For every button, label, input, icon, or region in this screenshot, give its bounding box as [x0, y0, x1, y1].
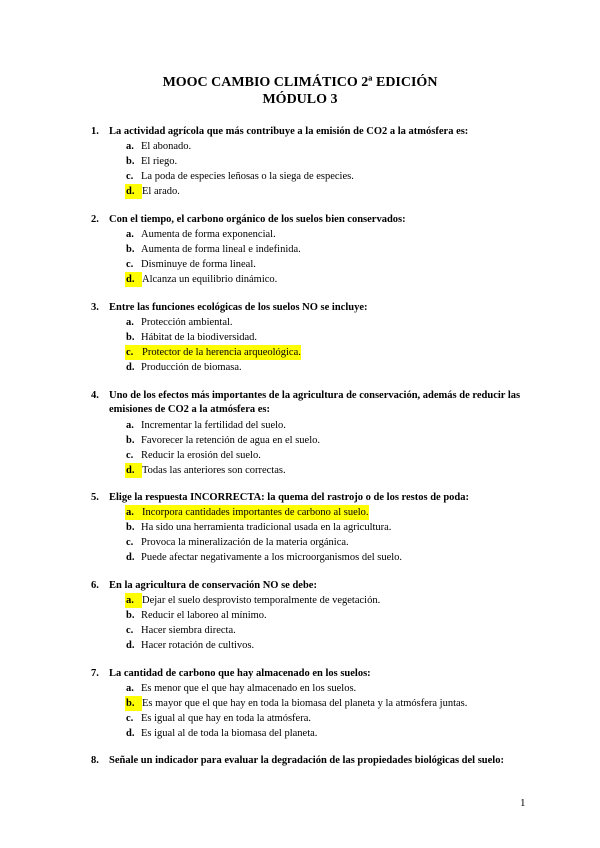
option-text: El arado.: [142, 186, 180, 197]
question-number: 6.: [91, 580, 99, 591]
option-7d: [126, 726, 506, 741]
option-text: Favorecer la retención de agua en el suelo.: [141, 435, 320, 446]
option-text: Incorpora cantidades importantes de carbono al suelo.: [142, 507, 369, 518]
option-2b: [126, 242, 506, 257]
document-title: MOOC CAMBIO CLIMÁTICO 2ª EDICIÓN: [162, 75, 438, 90]
option-letter: a.: [126, 683, 134, 694]
option-letter: d.: [126, 552, 135, 563]
options-4: [126, 418, 506, 478]
option-text: Dejar el suelo desprovisto temporalmente de vegetación.: [142, 595, 381, 606]
question-text: La actividad agrícola que más contribuye a la emisión de CO2 a la atmósfera es:: [109, 126, 469, 137]
option-letter: c.: [126, 450, 134, 461]
option-letter: a.: [125, 593, 142, 608]
question-1: [91, 125, 531, 139]
options-2: [126, 227, 506, 287]
option-3a: [126, 315, 506, 330]
option-letter: c.: [126, 537, 134, 548]
option-text: La poda de especies leñosas o la siega de especies.: [141, 171, 354, 182]
option-4c: [126, 448, 506, 463]
question-text: Entre las funciones ecológicas de los suelos NO se incluye:: [109, 302, 368, 313]
option-letter: d.: [126, 728, 135, 739]
option-letter: c.: [126, 171, 134, 182]
option-4d: [126, 463, 506, 478]
option-letter: c.: [125, 345, 142, 360]
option-letter: d.: [125, 463, 142, 478]
option-text: El abonado.: [141, 141, 192, 152]
option-letter: b.: [126, 244, 135, 255]
question-text: En la agricultura de conservación NO se debe:: [109, 580, 317, 591]
option-2a: [126, 227, 506, 242]
option-text: Protección ambiental.: [141, 317, 233, 328]
option-letter: c.: [126, 259, 134, 270]
option-text: Es menor que el que hay almacenado en los suelos.: [141, 683, 357, 694]
page-number: 1: [520, 797, 526, 809]
options-6: [126, 593, 506, 653]
option-letter: a.: [126, 317, 134, 328]
option-5d: [126, 550, 506, 565]
question-number: 7.: [91, 668, 99, 679]
option-1d: [126, 184, 506, 199]
option-letter: d.: [126, 640, 135, 651]
option-letter: c.: [126, 713, 134, 724]
option-letter: b.: [126, 522, 135, 533]
option-text: Todas las anteriores son correctas.: [142, 465, 286, 476]
option-text: Es mayor que el que hay en toda la biomasa del planeta y la atmósfera juntas.: [142, 698, 468, 709]
option-3c: [126, 345, 506, 360]
option-text: Reducir el laboreo al mínimo.: [141, 610, 267, 621]
option-3b: [126, 330, 506, 345]
question-number: 3.: [91, 302, 99, 313]
option-7c: [126, 711, 506, 726]
option-text: Aumenta de forma lineal e indefinida.: [141, 244, 301, 255]
option-text: Ha sido una herramienta tradicional usada en la agricultura.: [141, 522, 392, 533]
option-text: Producción de biomasa.: [141, 362, 242, 373]
option-text: Reducir la erosión del suelo.: [141, 450, 261, 461]
option-letter: c.: [126, 625, 134, 636]
option-2c: [126, 257, 506, 272]
option-4b: [126, 433, 506, 448]
question-5: [91, 491, 531, 505]
option-letter: a.: [126, 141, 134, 152]
question-text: Con el tiempo, el carbono orgánico de los suelos bien conservados:: [109, 214, 406, 225]
option-1a: [126, 139, 506, 154]
question-text: Elige la respuesta INCORRECTA: la quema del rastrojo o de los restos de poda:: [109, 492, 470, 503]
option-7b: [126, 696, 506, 711]
question-text: Señale un indicador para evaluar la degradación de las propiedades biológicas del suelo:: [109, 755, 504, 766]
question-2: [91, 213, 531, 227]
option-5a: [126, 505, 506, 520]
option-7a: [126, 681, 506, 696]
option-6d: [126, 638, 506, 653]
option-text: Hacer rotación de cultivos.: [141, 640, 255, 651]
question-4: [91, 389, 531, 417]
options-5: [126, 505, 506, 565]
option-4a: [126, 418, 506, 433]
option-letter: b.: [126, 332, 135, 343]
option-letter: a.: [126, 420, 134, 431]
option-text: Incrementar la fertilidad del suelo.: [141, 420, 286, 431]
option-text: Disminuye de forma lineal.: [141, 259, 256, 270]
question-text: Uno de los efectos más importantes de la agricultura de conservación, además de reducir las emisiones de CO2 a la atmósfera es:: [109, 390, 521, 415]
question-7: [91, 667, 531, 681]
option-text: Protector de la herencia arqueológica.: [142, 347, 301, 358]
option-text: Es igual al de toda la biomasa del planeta.: [141, 728, 318, 739]
question-3: [91, 301, 531, 315]
option-letter: b.: [125, 696, 142, 711]
question-number: 8.: [91, 755, 99, 766]
option-6c: [126, 623, 506, 638]
option-1b: [126, 154, 506, 169]
question-6: [91, 579, 531, 593]
option-letter: d.: [126, 362, 135, 373]
option-text: Puede afectar negativamente a los microorganismos del suelo.: [141, 552, 403, 563]
options-3: [126, 315, 506, 375]
option-text: Provoca la mineralización de la materia orgánica.: [141, 537, 349, 548]
question-text: La cantidad de carbono que hay almacenado en los suelos:: [109, 668, 371, 679]
option-letter: b.: [126, 156, 135, 167]
module-title: MÓDULO 3: [262, 92, 338, 107]
question-8: [91, 754, 531, 768]
question-number: 1.: [91, 126, 99, 137]
option-letter: a.: [126, 229, 134, 240]
option-letter: a.: [125, 505, 142, 520]
option-5c: [126, 535, 506, 550]
option-text: Hábitat de la biodiversidad.: [141, 332, 258, 343]
option-6a: [126, 593, 506, 608]
question-number: 2.: [91, 214, 99, 225]
option-2d: [126, 272, 506, 287]
option-letter: b.: [126, 610, 135, 621]
options-1: [126, 139, 506, 199]
option-6b: [126, 608, 506, 623]
option-letter: d.: [125, 272, 142, 287]
option-1c: [126, 169, 506, 184]
option-5b: [126, 520, 506, 535]
options-7: [126, 681, 506, 741]
question-number: 4.: [91, 390, 99, 401]
option-3d: [126, 360, 506, 375]
option-text: Hacer siembra directa.: [141, 625, 236, 636]
option-letter: d.: [125, 184, 142, 199]
option-letter: b.: [126, 435, 135, 446]
option-text: Es igual al que hay en toda la atmósfera.: [141, 713, 311, 724]
option-text: Alcanza un equilibrio dinámico.: [142, 274, 278, 285]
option-text: El riego.: [141, 156, 178, 167]
question-number: 5.: [91, 492, 99, 503]
option-text: Aumenta de forma exponencial.: [141, 229, 276, 240]
